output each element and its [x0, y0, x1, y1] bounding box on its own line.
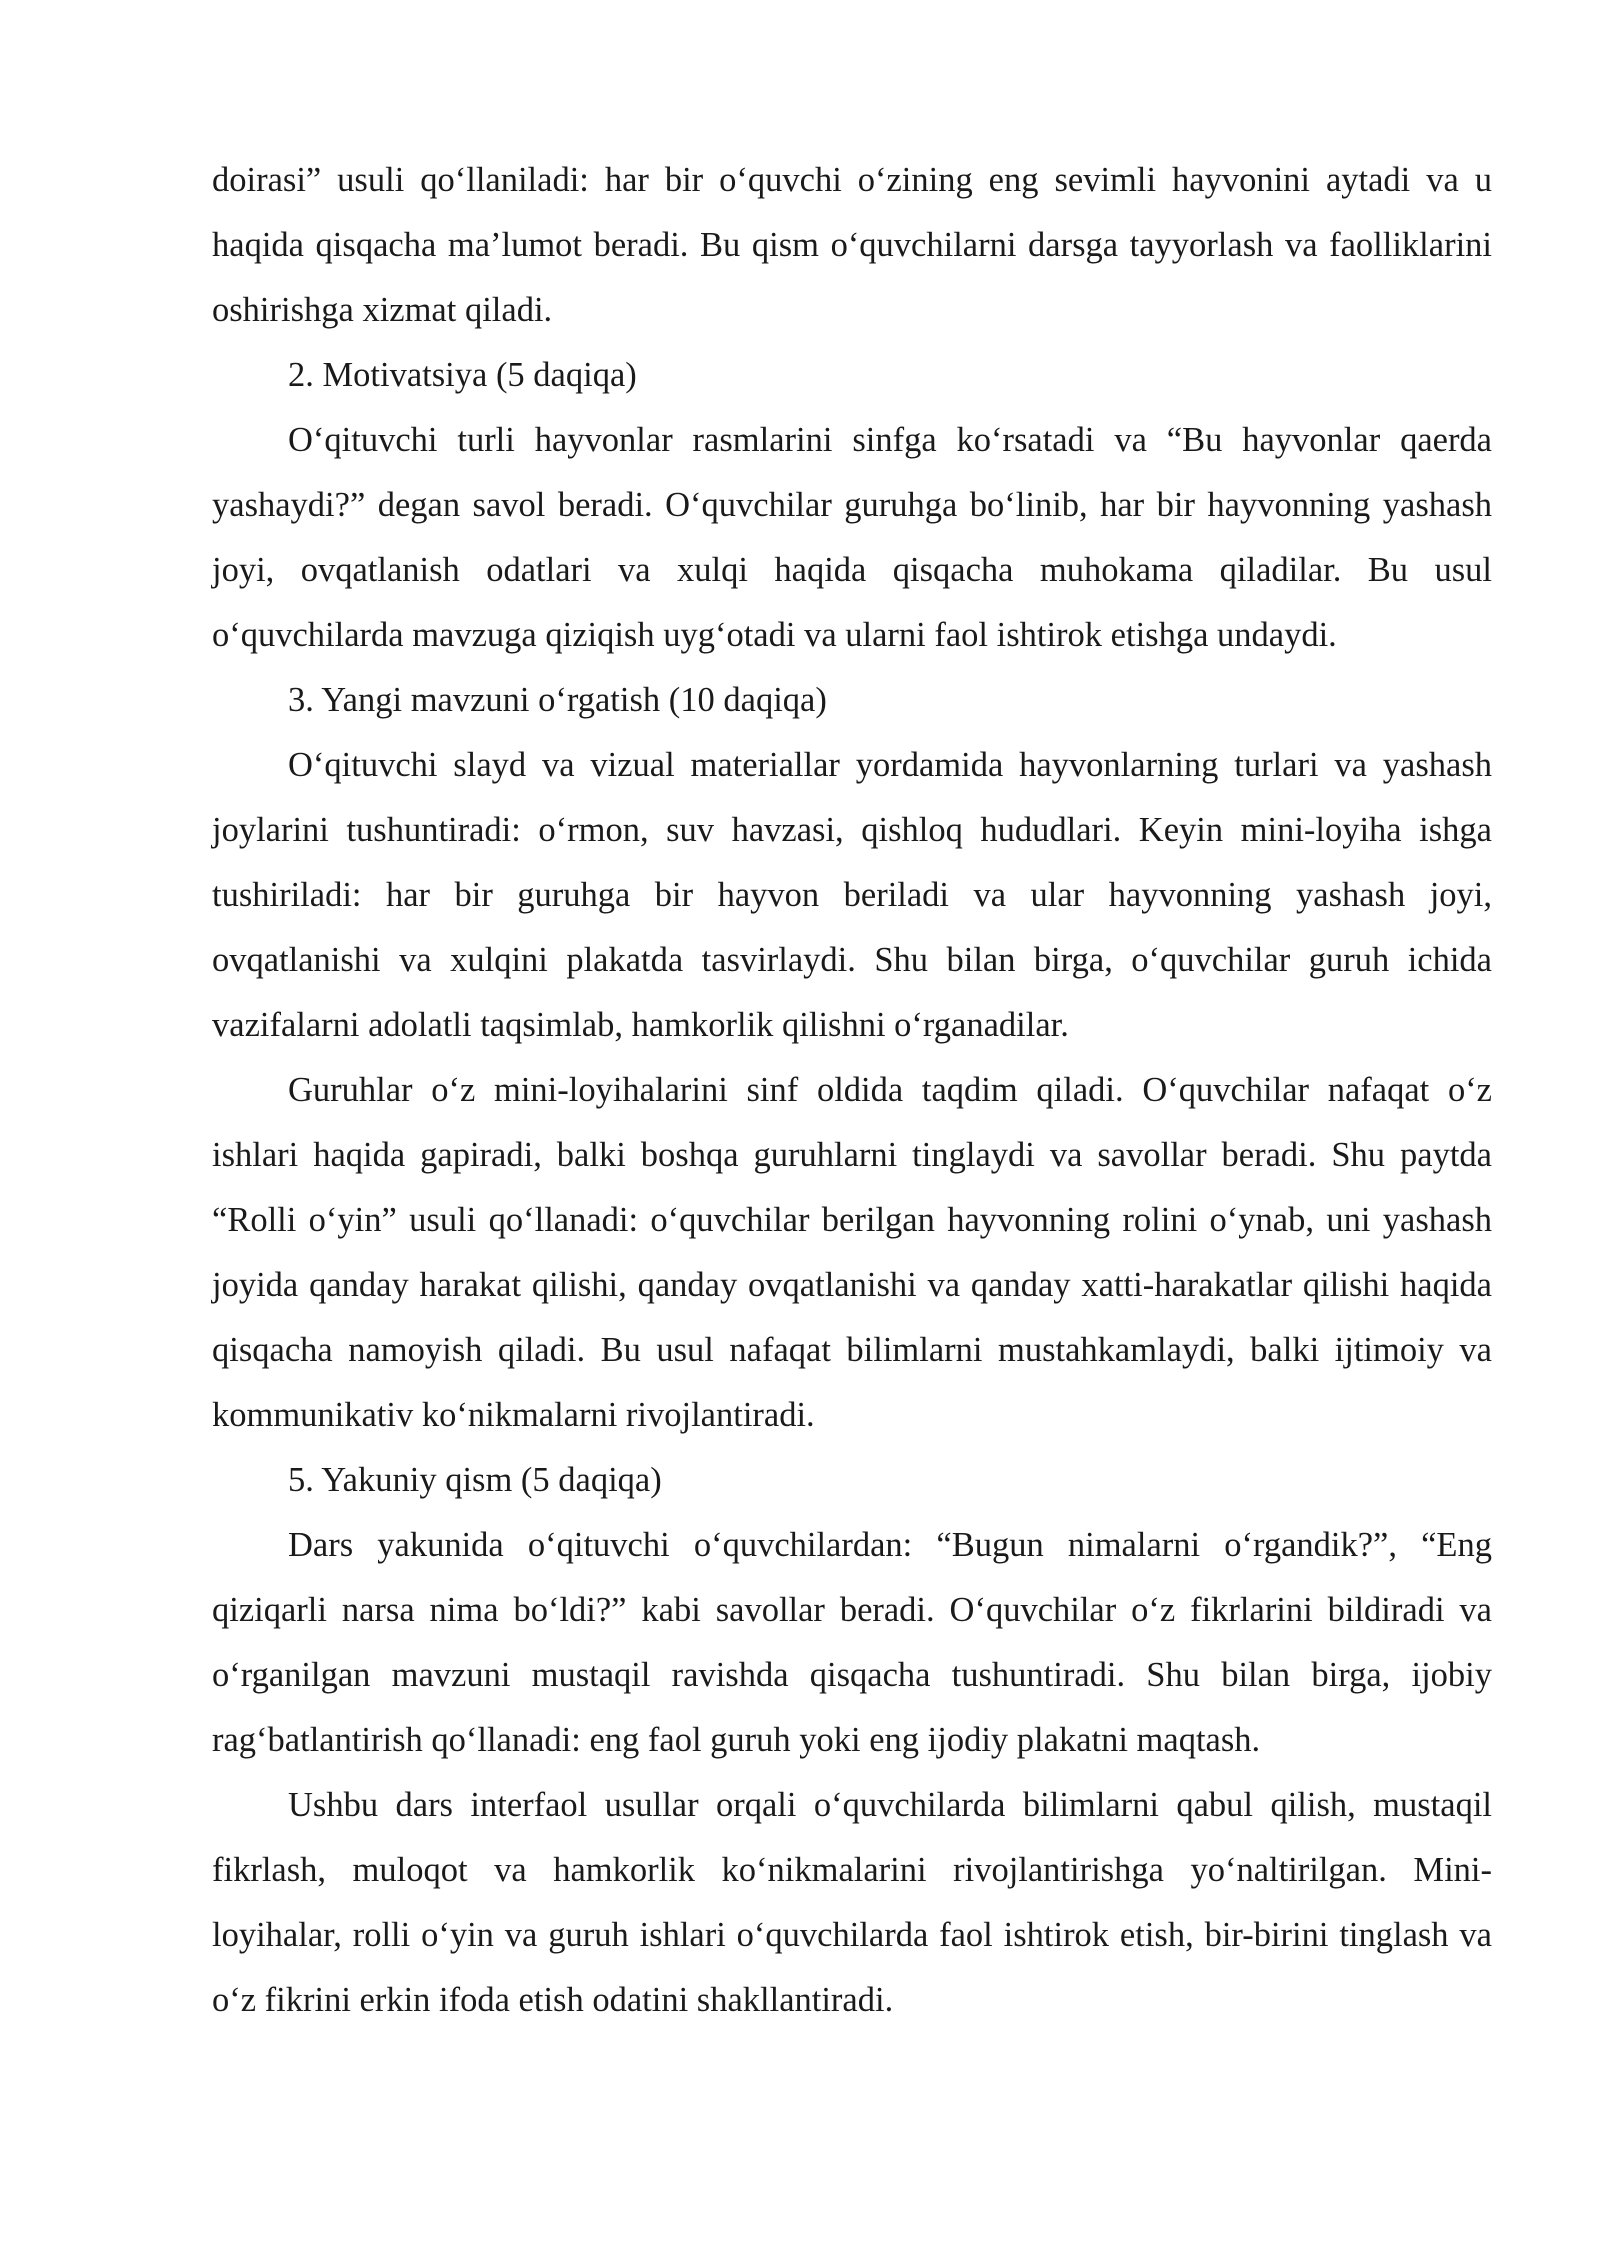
- paragraph-conclusion: Ushbu dars interfaol usullar orqali o‘quvchilarda bilimlarni qabul qilish, mustaqil fikrlash, muloqot va hamkorlik ko‘nikmalarini rivojlantirishga yo‘naltirilgan. Mini-loyihalar, rolli o‘yin va guruh ishlari o‘quvchilarda faol ishtirok etish, bir-birini tinglash va o‘z fikrini erkin ifoda etish odatini shakllantiradi.: [212, 1786, 1492, 2019]
- section-heading-motivation: 2. Motivatsiya (5 daqiqa): [288, 356, 637, 394]
- paragraph-continuation: doirasi” usuli qo‘llaniladi: har bir o‘quvchi o‘zining eng sevimli hayvonini aytadi va u haqida qisqacha ma’lumot beradi. Bu qism o‘quvchilarni darsga tayyorlash va faolliklarini oshirishga xizmat qiladi.: [212, 161, 1492, 329]
- document-body: [212, 148, 1492, 2033]
- section-heading-final-part: 5. Yakuniy qism (5 daqiqa): [288, 1461, 662, 1499]
- paragraph-motivation: O‘qituvchi turli hayvonlar rasmlarini sinfga ko‘rsatadi va “Bu hayvonlar qaerda yashaydi?” degan savol beradi. O‘quvchilar guruhga bo‘linib, har bir hayvonning yashash joyi, ovqatlanish odatlari va xulqi haqida qisqacha muhokama qiladilar. Bu usul o‘quvchilarda mavzuga qiziqish uyg‘otadi va ularni faol ishtirok etishga undaydi.: [212, 421, 1492, 654]
- paragraph-group-presentations: Guruhlar o‘z mini-loyihalarini sinf oldida taqdim qiladi. O‘quvchilar nafaqat o‘z ishlari haqida gapiradi, balki boshqa guruhlarni tinglaydi va savollar beradi. Shu paytda “Rolli o‘yin” usuli qo‘llanadi: o‘quvchilar berilgan hayvonning rolini o‘ynab, uni yashash joyida qanday harakat qilishi, qanday ovqatlanishi va qanday xatti-harakatlar qilishi haqida qisqacha namoyish qiladi. Bu usul nafaqat bilimlarni mustahkamlaydi, balki ijtimoiy va kommunikativ ko‘nikmalarni rivojlantiradi.: [212, 1071, 1492, 1434]
- paragraph-final-part: Dars yakunida o‘qituvchi o‘quvchilardan: “Bugun nimalarni o‘rgandik?”, “Eng qiziqarli narsa nima bo‘ldi?” kabi savollar beradi. O‘quvchilar o‘z fikrlarini bildiradi va o‘rganilgan mavzuni mustaqil ravishda qisqacha tushuntiradi. Shu bilan birga, ijobiy rag‘batlantirish qo‘llanadi: eng faol guruh yoki eng ijodiy plakatni maqtash.: [212, 1526, 1492, 1759]
- paragraph-new-topic: O‘qituvchi slayd va vizual materiallar yordamida hayvonlarning turlari va yashash joylarini tushuntiradi: o‘rmon, suv havzasi, qishloq hududlari. Keyin mini-loyiha ishga tushiriladi: har bir guruhga bir hayvon beriladi va ular hayvonning yashash joyi, ovqatlanishi va xulqini plakatda tasvirlaydi. Shu bilan birga, o‘quvchilar guruh ichida vazifalarni adolatli taqsimlab, hamkorlik qilishni o‘rganadilar.: [212, 746, 1492, 1044]
- section-heading-new-topic: 3. Yangi mavzuni o‘rgatish (10 daqiqa): [288, 681, 827, 719]
